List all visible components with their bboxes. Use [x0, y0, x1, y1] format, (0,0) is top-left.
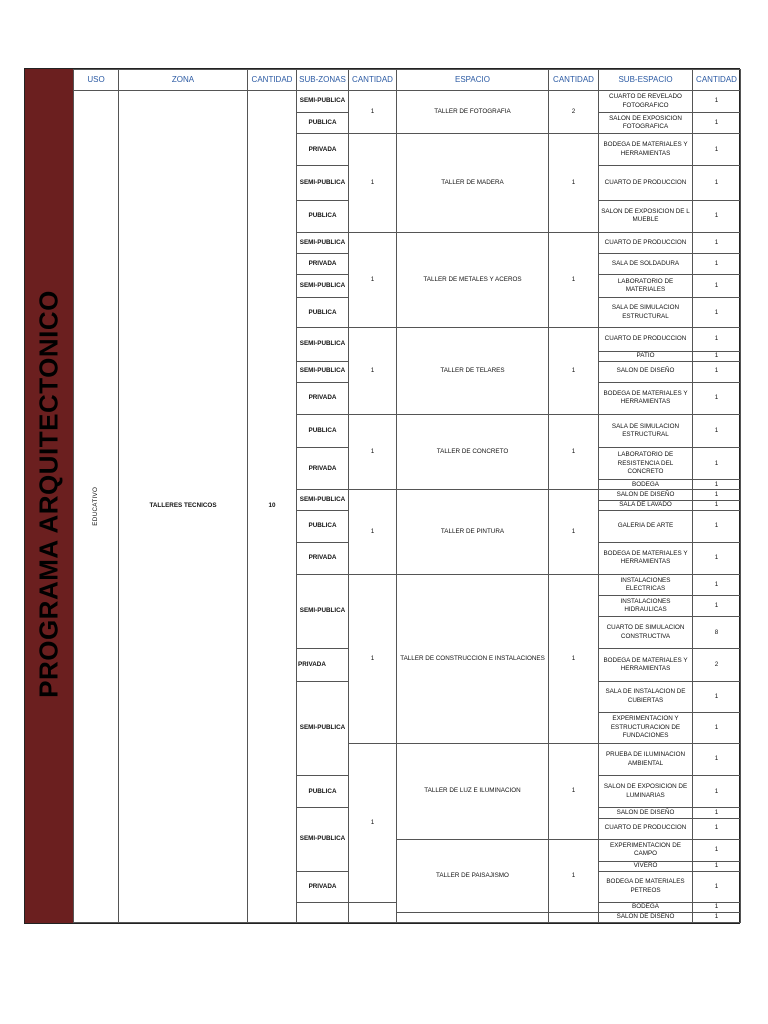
- title-sidebar: [25, 69, 73, 923]
- uso-label: EDUCATIVO: [91, 487, 99, 526]
- subespacio-cell: BODEGA DE MATERIALES Y HERRAMIENTAS: [599, 542, 693, 574]
- subespacio-cell: SALON DE EXPOSICION DE LUMINARIAS: [599, 776, 693, 808]
- espacio-cell: TALLER DE PAISAJISMO: [397, 839, 549, 912]
- subespacio-cell: CUARTO DE PRODUCCION: [599, 232, 693, 253]
- subzona-cell: PRIVADA: [297, 134, 349, 166]
- subespacio-cell: GALERIA DE ARTE: [599, 510, 693, 542]
- subespacio-cantidad: 1: [693, 542, 741, 574]
- header-sub-espacio: SUB-ESPACIO: [599, 70, 693, 91]
- subespacio-cell: PATIO: [599, 351, 693, 361]
- subespacio-cantidad: 1: [693, 448, 741, 480]
- espacio-cell: TALLER DE METALES Y ACEROS: [397, 232, 549, 328]
- subzona-cantidad: 1: [349, 232, 397, 328]
- subzona-cantidad: 1: [349, 134, 397, 233]
- header-cantidad: CANTIDAD: [549, 70, 599, 91]
- subespacio-cantidad: 1: [693, 818, 741, 839]
- subzona-cell: SEMI-PUBLICA: [297, 328, 349, 361]
- subzona-cantidad: 1: [349, 328, 397, 415]
- subzona-cantidad: 1: [349, 490, 397, 575]
- subespacio-cell: CUARTO DE PRODUCCION: [599, 818, 693, 839]
- espacio-cantidad: 1: [549, 744, 599, 840]
- subespacio-cantidad: 1: [693, 113, 741, 134]
- subespacio-cantidad: 1: [693, 134, 741, 166]
- subespacio-cell: PRUEBA DE ILUMINACION AMBIENTAL: [599, 744, 693, 776]
- header-zona: ZONA: [119, 70, 248, 91]
- subespacio-cantidad: 1: [693, 351, 741, 361]
- zona-cell: TALLERES TECNICOS: [119, 91, 248, 923]
- subespacio-cell: LABORATORIO DE MATERIALES: [599, 275, 693, 298]
- subespacio-cantidad: 1: [693, 913, 741, 923]
- subespacio-cantidad: 1: [693, 415, 741, 448]
- subzona-cell: SEMI-PUBLICA: [297, 808, 349, 871]
- subespacio-cell: EXPERIMENTACION Y ESTRUCTURACION DE FUNDACIONES: [599, 712, 693, 743]
- header-cantidad: CANTIDAD: [693, 70, 741, 91]
- subespacio-cantidad: 1: [693, 490, 741, 500]
- espacio-cantidad: 2: [549, 91, 599, 134]
- subzona-cell: PUBLICA: [297, 415, 349, 448]
- subzona-cell: PRIVADA: [297, 542, 349, 574]
- subzona-cell: PUBLICA: [297, 510, 349, 542]
- subespacio-cantidad: 1: [693, 500, 741, 510]
- subzona-cell: PRIVADA: [297, 448, 349, 490]
- subespacio-cell: BODEGA: [599, 480, 693, 490]
- subzona-cell: SEMI-PUBLICA: [297, 166, 349, 200]
- subespacio-cantidad: 1: [693, 254, 741, 275]
- header-cantidad: CANTIDAD: [248, 70, 297, 91]
- espacio-cell: [397, 913, 549, 923]
- header-uso: USO: [74, 70, 119, 91]
- subespacio-cantidad: 1: [693, 200, 741, 232]
- subespacio-cell: CUARTO DE PRODUCCION: [599, 328, 693, 351]
- subespacio-cantidad: 1: [693, 480, 741, 490]
- espacio-cantidad: 1: [549, 134, 599, 233]
- subzona-cell: SEMI-PUBLICA: [297, 275, 349, 298]
- subzona-cantidad: 1: [349, 91, 397, 134]
- subespacio-cantidad: 8: [693, 617, 741, 649]
- subespacio-cell: SALA DE SIMULACION ESTRUCTURAL: [599, 415, 693, 448]
- header-espacio: ESPACIO: [397, 70, 549, 91]
- espacio-cantidad: 1: [549, 232, 599, 328]
- espacio-cell: TALLER DE MADERA: [397, 134, 549, 233]
- subespacio-cell: SALA DE SIMULACION ESTRUCTURAL: [599, 298, 693, 328]
- subzona-cell: PUBLICA: [297, 298, 349, 328]
- espacio-cantidad: [549, 913, 599, 923]
- espacio-cell: TALLER DE LUZ E ILUMINACION: [397, 744, 549, 840]
- subzona-cell: PRIVADA: [297, 254, 349, 275]
- subespacio-cell: SALA DE INSTALACION DE CUBIERTAS: [599, 681, 693, 712]
- subespacio-cell: SALA DE SOLDADURA: [599, 254, 693, 275]
- subespacio-cantidad: 1: [693, 808, 741, 818]
- uso-cell: [74, 91, 119, 923]
- subespacio-cell: SALA DE LAVADO: [599, 500, 693, 510]
- header-row: [74, 70, 741, 91]
- subespacio-cell: BODEGA: [599, 903, 693, 913]
- subzona-cell: PRIVADA: [297, 382, 349, 414]
- subespacio-cantidad: 1: [693, 232, 741, 253]
- subespacio-cell: LABORATORIO DE RESISTENCIA DEL CONCRETO: [599, 448, 693, 480]
- programa-sheet: [24, 68, 740, 924]
- espacio-cell: TALLER DE CONCRETO: [397, 415, 549, 490]
- page-title: PROGRAMA ARQUITECTONICO: [33, 290, 64, 698]
- subespacio-cantidad: 1: [693, 776, 741, 808]
- espacio-cantidad: 1: [549, 415, 599, 490]
- subzona-cantidad: [349, 903, 397, 923]
- subespacio-cell: SALON DE EXPOSICION DE L MUEBLE: [599, 200, 693, 232]
- subespacio-cell: SALON DE DISEÑO: [599, 808, 693, 818]
- subespacio-cantidad: 1: [693, 712, 741, 743]
- subzona-cell: SEMI-PUBLICA: [297, 681, 349, 776]
- subespacio-cell: SALON DE DISEÑO: [599, 913, 693, 923]
- subzona-cell: PUBLICA: [297, 113, 349, 134]
- espacio-cell: TALLER DE PINTURA: [397, 490, 549, 575]
- subespacio-cell: BODEGA DE MATERIALES Y HERRAMIENTAS: [599, 134, 693, 166]
- subzona-cell: PUBLICA: [297, 200, 349, 232]
- subespacio-cantidad: 1: [693, 839, 741, 861]
- table-row: [74, 91, 741, 113]
- subespacio-cantidad: 1: [693, 361, 741, 382]
- subzona-cell: SEMI-PUBLICA: [297, 91, 349, 113]
- subespacio-cell: INSTALACIONES ELECTRICAS: [599, 575, 693, 596]
- subespacio-cell: EXPERIMENTACION DE CAMPO: [599, 839, 693, 861]
- subespacio-cantidad: 1: [693, 871, 741, 902]
- espacio-cell: TALLER DE CONSTRUCCION E INSTALACIONES: [397, 575, 549, 744]
- subespacio-cantidad: 1: [693, 596, 741, 617]
- subespacio-cantidad: 1: [693, 328, 741, 351]
- subespacio-cantidad: 1: [693, 382, 741, 414]
- subzona-cell: SEMI-PUBLICA: [297, 361, 349, 382]
- subespacio-cell: CUARTO DE SIMULACION CONSTRUCTIVA: [599, 617, 693, 649]
- subespacio-cantidad: 1: [693, 861, 741, 871]
- zona-cantidad: 10: [248, 91, 297, 923]
- subespacio-cantidad: 1: [693, 510, 741, 542]
- espacio-cantidad: 1: [549, 490, 599, 575]
- subzona-cell: PRIVADA: [297, 649, 349, 681]
- subespacio-cell: BODEGA DE MATERIALES Y HERRAMIENTAS: [599, 649, 693, 681]
- subespacio-cantidad: 1: [693, 166, 741, 200]
- program-table: [73, 69, 741, 923]
- subzona-cantidad: 1: [349, 744, 397, 903]
- subespacio-cantidad: 1: [693, 744, 741, 776]
- subespacio-cantidad: 1: [693, 575, 741, 596]
- subespacio-cantidad: 1: [693, 91, 741, 113]
- subzona-cantidad: 1: [349, 575, 397, 744]
- subespacio-cantidad: 2: [693, 649, 741, 681]
- subzona-cell: PUBLICA: [297, 776, 349, 808]
- subespacio-cell: CUARTO DE PRODUCCION: [599, 166, 693, 200]
- header-sub-zonas: SUB-ZONAS: [297, 70, 349, 91]
- subespacio-cell: INSTALACIONES HIDRAULICAS: [599, 596, 693, 617]
- subespacio-cell: BODEGA DE MATERIALES PETREOS: [599, 871, 693, 902]
- subzona-cell: SEMI-PUBLICA: [297, 575, 349, 649]
- espacio-cantidad: 1: [549, 575, 599, 744]
- subzona-cell: SEMI-PUBLICA: [297, 232, 349, 253]
- subespacio-cantidad: 1: [693, 903, 741, 913]
- subzona-cantidad: 1: [349, 415, 397, 490]
- subespacio-cell: SALON DE DISEÑO: [599, 361, 693, 382]
- subespacio-cantidad: 1: [693, 275, 741, 298]
- subespacio-cell: BODEGA DE MATERIALES Y HERRAMIENTAS: [599, 382, 693, 414]
- espacio-cantidad: 1: [549, 839, 599, 912]
- subespacio-cell: VIVERO: [599, 861, 693, 871]
- espacio-cell: TALLER DE FOTOGRAFIA: [397, 91, 549, 134]
- subzona-cell: SEMI-PUBLICA: [297, 490, 349, 510]
- subespacio-cell: SALON DE DISEÑO: [599, 490, 693, 500]
- subespacio-cell: SALON DE EXPOSICION FOTOGRAFICA: [599, 113, 693, 134]
- header-cantidad: CANTIDAD: [349, 70, 397, 91]
- subespacio-cantidad: 1: [693, 681, 741, 712]
- subzona-cell: [297, 903, 349, 923]
- subespacio-cell: CUARTO DE REVELADO FOTOGRAFICO: [599, 91, 693, 113]
- espacio-cantidad: 1: [549, 328, 599, 415]
- subespacio-cantidad: 1: [693, 298, 741, 328]
- espacio-cell: TALLER DE TELARES: [397, 328, 549, 415]
- subzona-cell: PRIVADA: [297, 871, 349, 902]
